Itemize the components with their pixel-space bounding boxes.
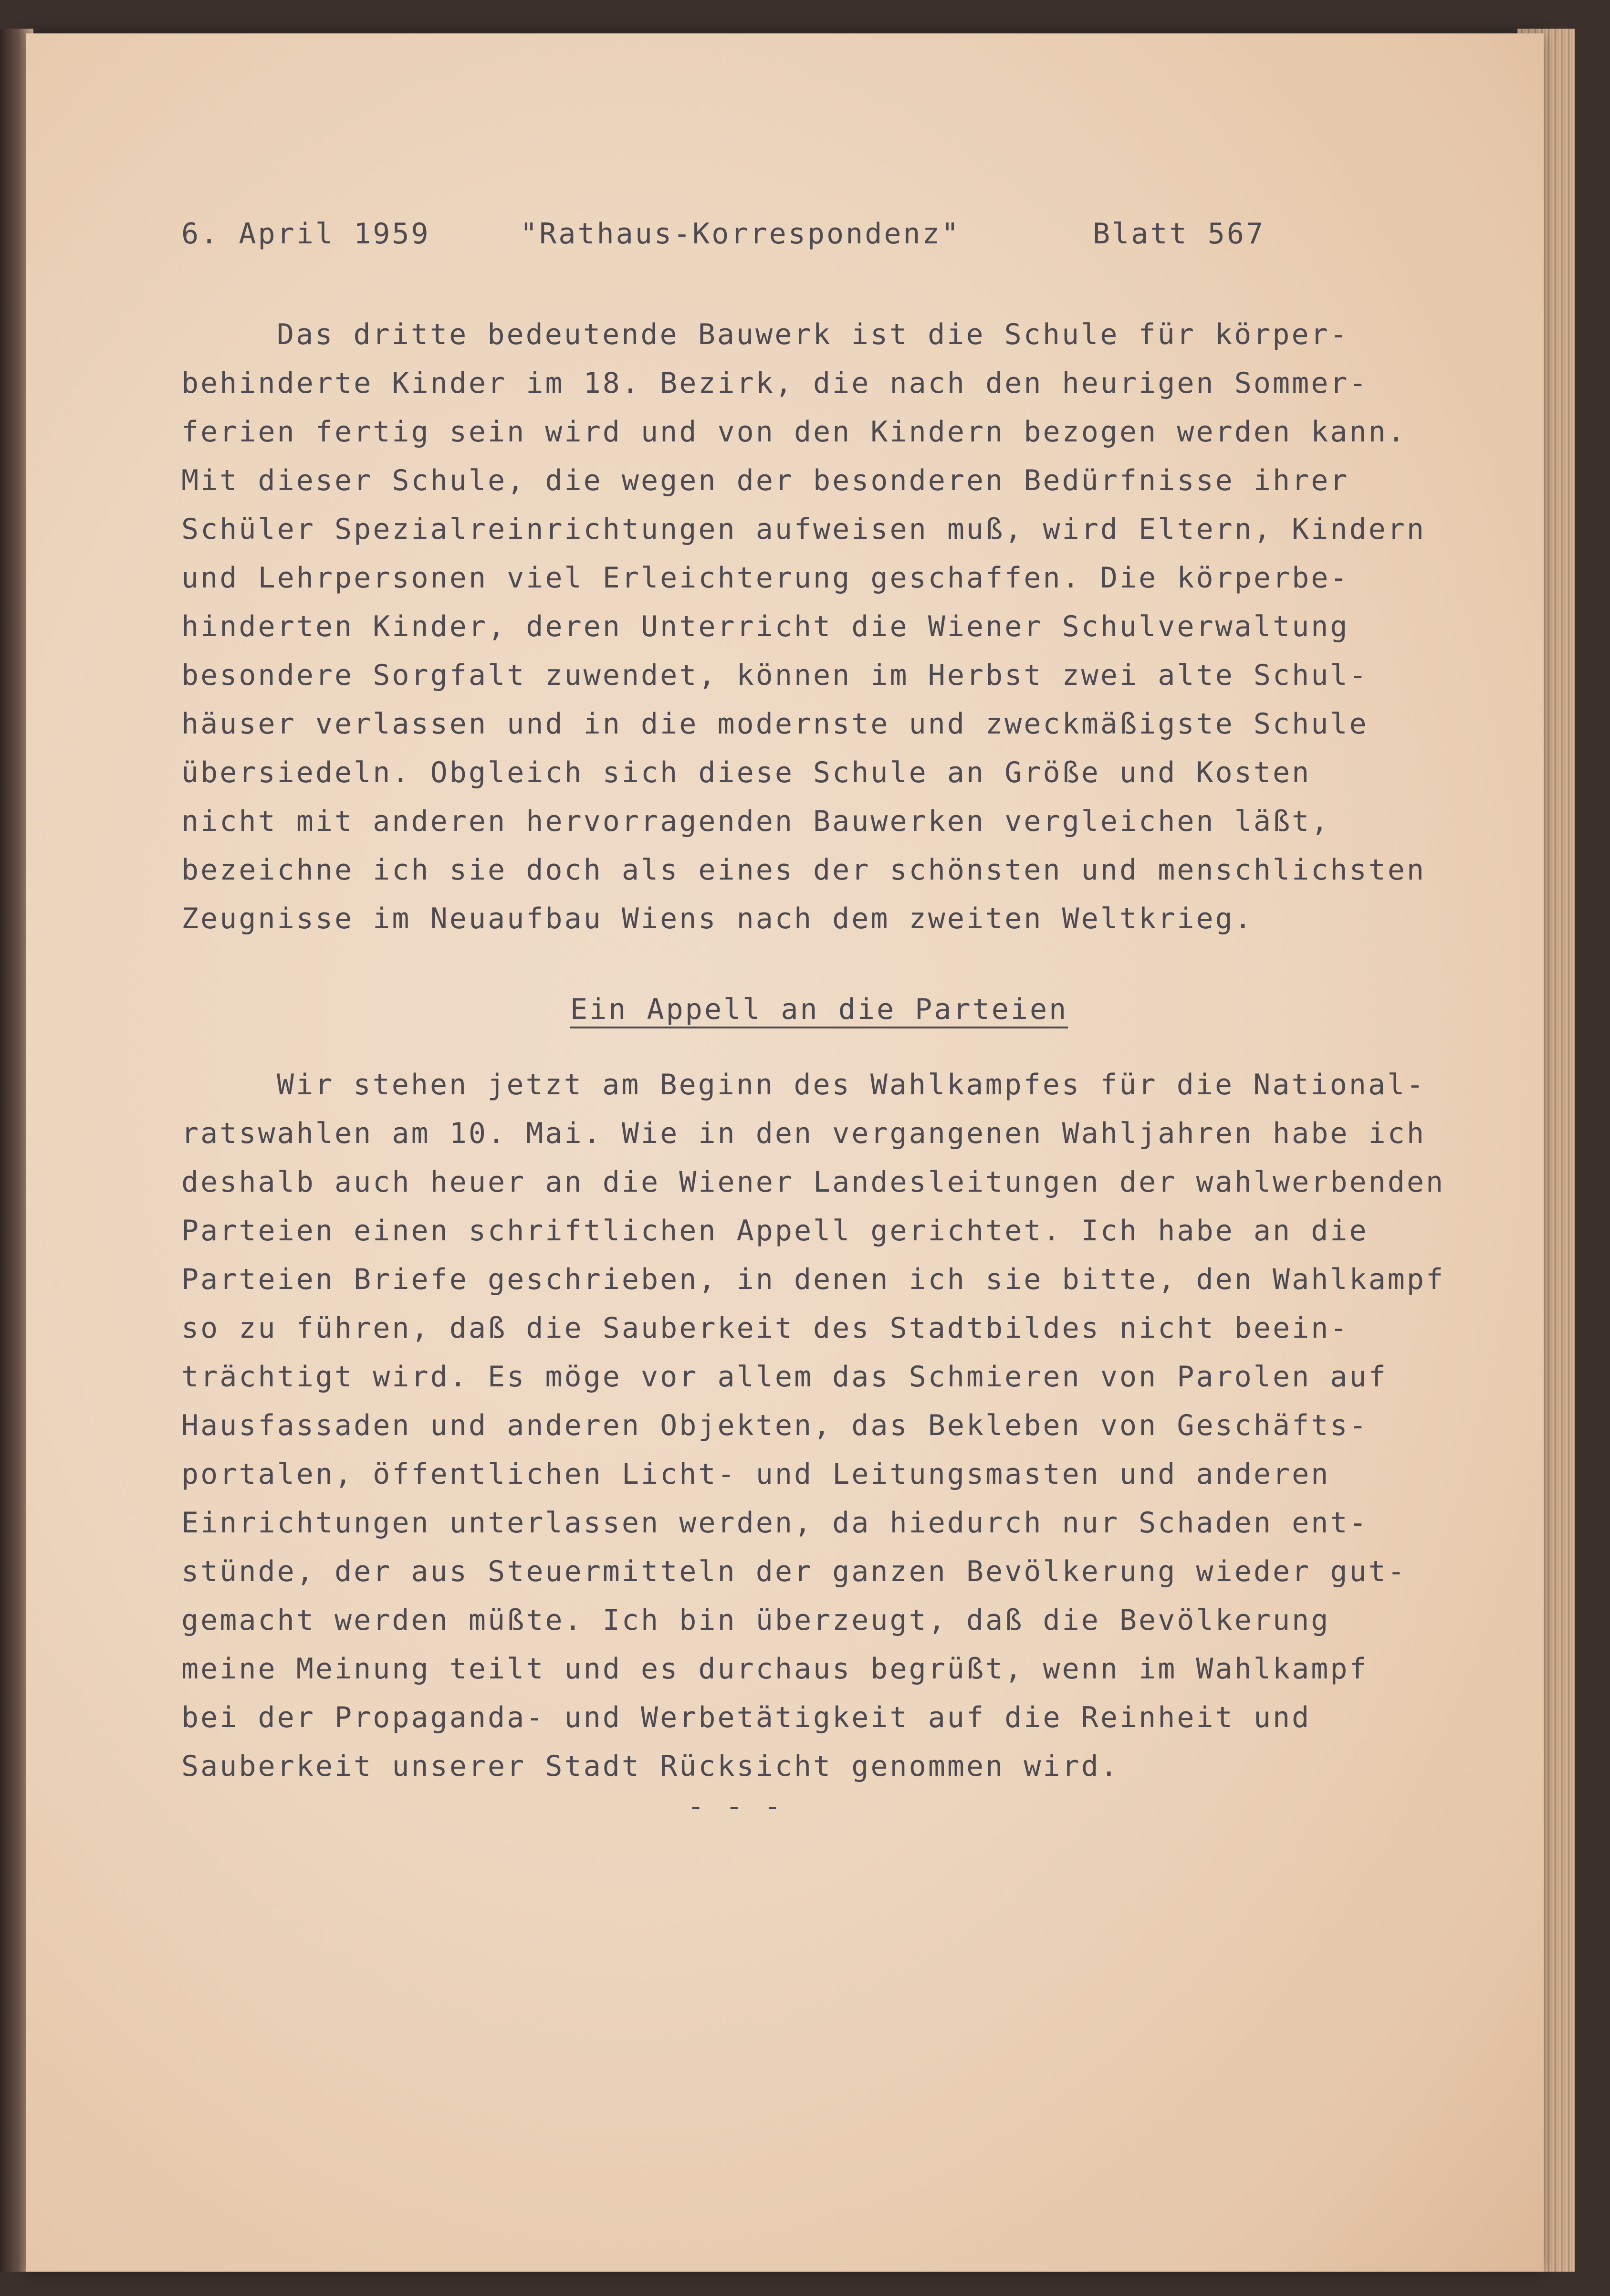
text-line: übersiedeln. Obgleich sich diese Schule an Größe und Kosten — [181, 756, 1311, 789]
text-line: bei der Propaganda- und Werbetätigkeit auf die Reinheit und — [181, 1701, 1311, 1734]
header-sheet-number: Blatt 567 — [1093, 217, 1265, 251]
text-line: behinderte Kinder im 18. Bezirk, die nach den heurigen Sommer- — [181, 367, 1369, 400]
text-line: deshalb auch heuer an die Wiener Landesleitungen der wahlwerbenden — [181, 1165, 1445, 1199]
text-line: so zu führen, daß die Sauberkeit des Stadtbildes nicht beein- — [181, 1311, 1349, 1345]
text-line: Einrichtungen unterlassen werden, da hiedurch nur Schaden ent- — [181, 1506, 1369, 1540]
text-line: Mit dieser Schule, die wegen der besonderen Bedürfnisse ihrer — [181, 464, 1349, 497]
text-line: hinderten Kinder, deren Unterricht die Wiener Schulverwaltung — [181, 610, 1349, 643]
text-line: portalen, öffentlichen Licht- und Leitungsmasten und anderen — [181, 1457, 1330, 1491]
text-line: Hausfassaden und anderen Objekten, das Bekleben von Geschäfts- — [181, 1409, 1369, 1442]
text-line: ratswahlen am 10. Mai. Wie in den vergangenen Wahljahren habe ich — [181, 1117, 1426, 1150]
text-line: gemacht werden müßte. Ich bin überzeugt, daß die Bevölkerung — [181, 1604, 1330, 1637]
text-line: meine Meinung teilt und es durchaus begrüßt, wenn im Wahlkampf — [181, 1652, 1369, 1686]
text-line: Sauberkeit unserer Stadt Rücksicht genommen wird. — [181, 1750, 1120, 1783]
text-line: Das dritte bedeutende Bauwerk ist die Schule für körper- — [277, 318, 1349, 351]
text-line: häuser verlassen und in die modernste und zweckmäßigste Schule — [181, 707, 1369, 741]
paragraph-school — [181, 310, 1517, 943]
end-mark: - - - — [687, 1790, 783, 1823]
text-line: stünde, der aus Steuermitteln der ganzen Bevölkerung wieder gut- — [181, 1555, 1407, 1588]
typewritten-page — [26, 33, 1544, 2272]
text-line: nicht mit anderen hervorragenden Bauwerken vergleichen läßt, — [181, 805, 1330, 838]
page-header — [181, 217, 1279, 260]
header-source: "Rathaus-Korrespondenz" — [520, 217, 961, 251]
text-line: Schüler Spezialreinrichtungen aufweisen muß, wird Eltern, Kindern — [181, 513, 1426, 546]
text-line: ferien fertig sein wird und von den Kindern bezogen werden kann. — [181, 415, 1407, 449]
text-line: bezeichne ich sie doch als eines der schönsten und menschlichsten — [181, 853, 1426, 887]
section-heading: Ein Appell an die Parteien — [570, 993, 1068, 1026]
text-line: Zeugnisse im Neuaufbau Wiens nach dem zweiten Weltkrieg. — [181, 902, 1254, 935]
text-line: Wir stehen jetzt am Beginn des Wahlkampfes für die National- — [277, 1068, 1426, 1101]
text-line: besondere Sorgfalt zuwendet, können im Herbst zwei alte Schul- — [181, 659, 1369, 692]
text-line: trächtigt wird. Es möge vor allem das Schmieren von Parolen auf — [181, 1360, 1388, 1394]
header-date: 6. April 1959 — [181, 217, 430, 251]
text-line: und Lehrpersonen viel Erleichterung geschaffen. Die körperbe- — [181, 561, 1349, 595]
text-line: Parteien einen schriftlichen Appell gerichtet. Ich habe an die — [181, 1214, 1369, 1248]
paragraph-appeal — [181, 1060, 1517, 1791]
text-line: Parteien Briefe geschrieben, in denen ich sie bitte, den Wahlkampf — [181, 1263, 1445, 1296]
